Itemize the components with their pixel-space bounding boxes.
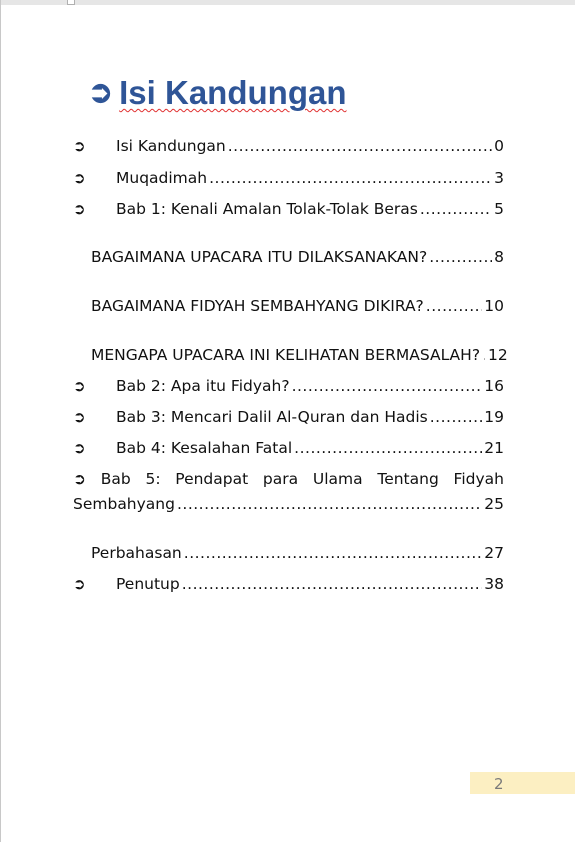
arrow-bullet-icon: ➲: [73, 470, 86, 488]
toc-entry-page: 12: [488, 346, 508, 364]
toc-entry-label: Bab 4: Kesalahan Fatal: [116, 439, 293, 457]
toc-entry-page: 25: [484, 495, 504, 513]
toc-entry-page: 5: [494, 200, 504, 218]
toc-entry-word: Fidyah: [453, 470, 504, 488]
dot-leader: [429, 248, 492, 266]
toc-entry-label: Perbahasan: [91, 544, 182, 562]
toc-entry-label: Bab 2: Apa itu Fidyah?: [116, 377, 290, 395]
toc-entry-label: BAGAIMANA UPACARA ITU DILAKSANAKAN?: [91, 248, 428, 266]
dot-leader: [420, 200, 492, 218]
dot-leader: [228, 137, 492, 155]
toc-entry-word: Tentang: [377, 470, 439, 488]
toc-entry-label: MENGAPA UPACARA INI KELIHATAN BERMASALAH?: [91, 346, 481, 364]
toc-entry-page: 0: [494, 137, 504, 155]
page-number-highlight: [470, 772, 575, 794]
toc-entry-label: Bab 1: Kenali Amalan Tolak-Tolak Beras: [116, 200, 418, 218]
dot-leader: [209, 169, 492, 187]
arrow-bullet-icon: ➲: [73, 169, 86, 187]
arrow-bullet-icon: ➲: [73, 575, 86, 593]
arrow-bullet-icon: ➲: [73, 377, 86, 395]
toc-entry-label: Isi Kandungan: [116, 137, 226, 155]
dot-leader: [177, 495, 482, 513]
toc-entry-page: 10: [484, 297, 504, 315]
toc-entry-page: 38: [484, 575, 504, 593]
toc-entry-bab-4[interactable]: [73, 439, 504, 457]
toc-entry-isi-kandungan[interactable]: [73, 137, 504, 155]
toc-entry-word: Pendapat: [175, 470, 249, 488]
toc-entry-perbahasan[interactable]: [73, 544, 504, 562]
toc-entry-page: 16: [484, 377, 504, 395]
dot-leader: [426, 297, 482, 315]
toc-entry-penutup[interactable]: [73, 575, 504, 593]
toc-entry-page: 19: [484, 408, 504, 426]
toc-entry-bab-2[interactable]: [73, 377, 504, 395]
toc-entry-word: Ulama: [312, 470, 363, 488]
dot-leader: [292, 377, 483, 395]
toc-entry-word: para: [262, 470, 299, 488]
toc-entry-page: 21: [484, 439, 504, 457]
toc-entry-bab-5[interactable]: [73, 470, 504, 513]
arrow-bullet-icon: ➲: [73, 137, 86, 155]
toc-entry-word: 5:: [145, 470, 161, 488]
arrow-bullet-icon: ➲: [73, 439, 86, 457]
toc-entry-label-line-1: [73, 470, 504, 488]
toc-entry-word: Bab: [100, 470, 131, 488]
toc-entry-label: Muqadimah: [116, 169, 208, 187]
toc-entry-label: BAGAIMANA FIDYAH SEMBAHYANG DIKIRA?: [91, 297, 424, 315]
toc-entry-bagaimana-upacara[interactable]: [73, 248, 504, 266]
dot-leader: [184, 544, 483, 562]
toc-entry-label: Penutup: [116, 575, 180, 593]
page-number: 2: [494, 775, 504, 793]
toc-entry-label-line-2: Sembahyang: [73, 495, 175, 513]
toc-heading-text: Isi Kandungan: [119, 74, 347, 111]
toc-entry-page: 8: [494, 248, 504, 266]
dot-leader: [483, 346, 485, 364]
dot-leader: [182, 575, 483, 593]
arrow-bullet-icon: ➲: [88, 76, 114, 109]
dot-leader: [430, 408, 483, 426]
toc-entry-bagaimana-fidyah[interactable]: [73, 297, 504, 315]
toc-entry-page: 3: [494, 169, 504, 187]
toc-entry-muqadimah[interactable]: [73, 169, 504, 187]
toc-entry-bab-3[interactable]: [73, 408, 504, 426]
arrow-bullet-icon: ➲: [73, 200, 86, 218]
toc-entry-page: 27: [484, 544, 504, 562]
arrow-bullet-icon: ➲: [73, 408, 86, 426]
toc-entry-label: Bab 3: Mencari Dalil Al-Quran dan Hadis: [116, 408, 428, 426]
toc-entry-bab-1[interactable]: [73, 200, 504, 218]
dot-leader: [294, 439, 482, 457]
toc-entry-mengapa-upacara[interactable]: [73, 346, 508, 364]
